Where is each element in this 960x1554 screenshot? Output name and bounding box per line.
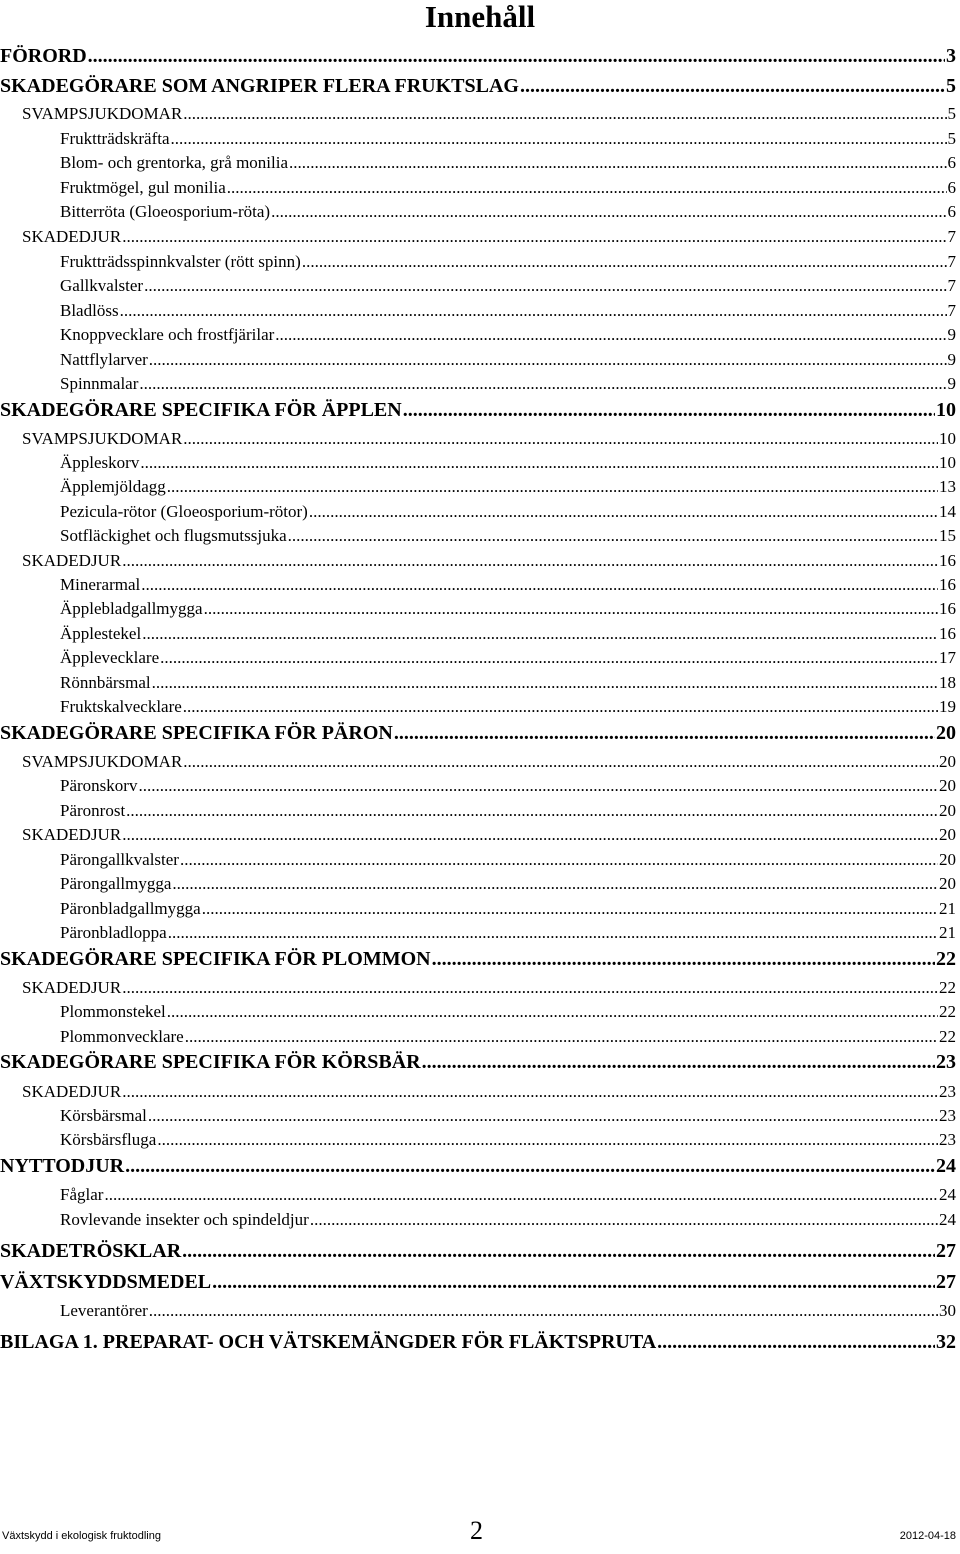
toc-entry[interactable] [60,301,956,321]
toc-entry[interactable] [60,1002,956,1022]
toc-dot-leader [141,575,938,595]
toc-entry[interactable] [0,399,956,422]
toc-dot-leader [182,1240,935,1263]
toc-entry-label: Pärongallmygga [60,874,172,893]
toc-entry-label: SKADEGÖRARE SPECIFIKA FÖR KÖRSBÄR [0,1051,421,1073]
toc-entry[interactable] [0,722,956,745]
toc-dot-leader [520,75,945,98]
toc-entry[interactable] [60,624,956,644]
toc-entry-page: 20 [939,850,956,869]
toc-entry-label: Nattflylarver [60,350,148,369]
toc-entry-page: 20 [939,752,956,771]
toc-entry-page: 22 [936,948,956,970]
toc-dot-leader [126,801,938,821]
toc-entry-label: SVAMPSJUKDOMAR [22,752,183,771]
toc-entry-page: 9 [947,325,956,344]
toc-dot-leader [149,350,947,370]
toc-entry-page: 7 [947,227,956,246]
toc-entry-label: Äpplemjöldagg [60,477,166,496]
toc-entry[interactable] [60,1301,956,1321]
toc-entry[interactable] [22,825,956,845]
toc-dot-leader [167,477,938,497]
toc-entry[interactable] [22,752,956,772]
toc-dot-leader [183,752,938,772]
toc-entry-page: 15 [939,526,956,545]
toc-entry-label: Plommonstekel [60,1002,166,1021]
toc-entry-label: Körsbärsmal [60,1106,147,1125]
toc-entry-page: 14 [939,502,956,521]
toc-dot-leader [122,978,938,998]
toc-dot-leader [122,551,938,571]
toc-entry-page: 27 [936,1271,956,1293]
toc-entry[interactable] [60,129,956,149]
toc-entry-page: 23 [939,1082,956,1101]
toc-dot-leader [104,1185,938,1205]
toc-entry[interactable] [60,1027,956,1047]
toc-dot-leader [185,1027,938,1047]
toc-dot-leader [160,648,938,668]
page-title: Innehåll [424,0,536,34]
toc-entry-page: 20 [939,776,956,795]
toc-entry-page: 24 [939,1185,956,1204]
toc-dot-leader [403,399,935,422]
toc-entry-label: Bladlöss [60,301,119,320]
toc-entry-page: 16 [939,624,956,643]
toc-entry-page: 22 [939,1027,956,1046]
toc-entry-page: 17 [939,648,956,667]
toc-entry-label: SKADEGÖRARE SPECIFIKA FÖR PÄRON [0,722,393,744]
toc-entry[interactable] [60,202,956,222]
toc-entry-label: Päronrost [60,801,126,820]
toc-entry-label: SKADEGÖRARE SOM ANGRIPER FLERA FRUKTSLAG [0,75,519,97]
toc-entry[interactable] [60,850,956,870]
toc-entry-label: SKADEDJUR [22,825,122,844]
toc-entry-label: SKADETRÖSKLAR [0,1240,182,1262]
toc-entry-label: Päronbladloppa [60,923,167,942]
toc-entry[interactable] [60,801,956,821]
toc-entry-page: 21 [939,923,956,942]
toc-entry[interactable] [60,874,956,894]
toc-dot-leader [148,1106,938,1126]
toc-entry[interactable] [60,776,956,796]
toc-dot-leader [202,899,938,919]
toc-dot-leader [289,153,946,173]
toc-entry-label: Körsbärsfluga [60,1130,157,1149]
toc-entry[interactable] [60,1130,956,1150]
toc-entry-page: 24 [936,1155,956,1177]
toc-entry-page: 5 [946,75,956,97]
toc-entry[interactable] [60,697,956,717]
toc-entry-label: Fåglar [60,1185,104,1204]
toc-entry-page: 5 [947,104,956,123]
toc-entry[interactable] [60,899,956,919]
toc-dot-leader [183,429,938,449]
toc-dot-leader [171,129,947,149]
toc-dot-leader [122,227,946,247]
toc-dot-leader [204,599,938,619]
toc-entry-page: 6 [947,153,956,172]
toc-entry[interactable] [22,104,956,124]
toc-dot-leader [288,526,938,546]
toc-entry-label: Pezicula-rötor (Gloeosporium-rötor) [60,502,308,521]
toc-entry[interactable] [60,350,956,370]
toc-entry-page: 16 [939,575,956,594]
toc-entry-label: Äpplevecklare [60,648,160,667]
toc-entry-label: SVAMPSJUKDOMAR [22,104,183,123]
toc-entry-label: NYTTODJUR [0,1155,125,1177]
toc-entry-label: VÄXTSKYDDSMEDEL [0,1271,212,1293]
toc-entry-page: 16 [939,551,956,570]
toc-entry[interactable] [60,648,956,668]
toc-entry-label: Fruktmögel, gul monilia [60,178,226,197]
footer-date: 2012-04-18 [899,1530,956,1542]
toc-entry-label: Spinnmalar [60,374,139,393]
toc-entry-page: 18 [939,673,956,692]
toc-entry-label: SVAMPSJUKDOMAR [22,429,183,448]
toc-dot-leader [183,104,946,124]
toc-entry-page: 7 [947,252,956,271]
toc-entry[interactable] [0,1240,956,1263]
toc-entry[interactable] [0,1051,956,1074]
toc-entry-page: 7 [947,301,956,320]
toc-entry-label: Leverantörer [60,1301,148,1320]
toc-entry[interactable] [60,252,956,272]
toc-dot-leader [310,1210,938,1230]
toc-entry-label: SKADEDJUR [22,227,122,246]
toc-entry[interactable] [22,227,956,247]
toc-entry-page: 23 [939,1130,956,1149]
toc-entry-label: SKADEDJUR [22,978,122,997]
toc-entry[interactable] [60,502,956,522]
toc-entry-page: 6 [947,202,956,221]
toc-entry-page: 16 [939,599,956,618]
toc-dot-leader [172,874,938,894]
toc-dot-leader [422,1051,935,1074]
toc-entry-label: Minerarmal [60,575,141,594]
toc-entry-page: 27 [936,1240,956,1262]
toc-entry-label: SKADEGÖRARE SPECIFIKA FÖR ÄPPLEN [0,399,402,421]
toc-entry-page: 10 [939,453,956,472]
toc-entry-page: 20 [939,874,956,893]
footer-document-title: Växtskydd i ekologisk fruktodling [2,1530,161,1542]
toc-entry[interactable] [22,551,956,571]
toc-entry-page: 23 [936,1051,956,1073]
toc-dot-leader [142,624,938,644]
toc-entry-page: 6 [947,178,956,197]
toc-dot-leader [144,276,946,296]
toc-entry-label: SKADEDJUR [22,1082,122,1101]
toc-entry[interactable] [22,429,956,449]
toc-entry-page: 23 [939,1106,956,1125]
footer-page-number: 2 [470,1516,483,1545]
toc-entry-page: 30 [939,1301,956,1320]
toc-entry-page: 7 [947,276,956,295]
toc-entry-page: 13 [939,477,956,496]
toc-entry[interactable] [60,923,956,943]
toc-entry-page: 24 [939,1210,956,1229]
toc-dot-leader [138,776,938,796]
toc-dot-leader [120,301,947,321]
toc-entry-label: BILAGA 1. PREPARAT- OCH VÄTSKEMÄNGDER FÖR FLÄKTSPRUTA [0,1331,657,1353]
toc-entry-page: 32 [936,1331,956,1353]
toc-entry[interactable] [60,1185,956,1205]
toc-dot-leader [152,673,938,693]
toc-entry-label: Äpplestekel [60,624,142,643]
toc-entry-label: Plommonvecklare [60,1027,184,1046]
toc-entry-page: 10 [939,429,956,448]
toc-entry[interactable] [60,153,956,173]
toc-entry[interactable] [60,178,956,198]
toc-dot-leader [275,325,946,345]
toc-dot-leader [432,948,935,971]
toc-entry-page: 5 [947,129,956,148]
toc-dot-leader [302,252,947,272]
page-footer [0,1518,956,1554]
toc-dot-leader [122,1082,938,1102]
toc-entry[interactable] [0,1271,956,1294]
toc-entry-label: Blom- och grentorka, grå monilia [60,153,289,172]
toc-entry[interactable] [60,276,956,296]
toc-entry-label: Rönnbärsmal [60,673,151,692]
toc-entry-page: 22 [939,978,956,997]
toc-dot-leader [227,178,947,198]
toc-entry-label: Äppleskorv [60,453,140,472]
toc-entry[interactable] [0,948,956,971]
toc-entry[interactable] [60,325,956,345]
toc-entry[interactable] [60,453,956,473]
toc-dot-leader [271,202,946,222]
toc-entry[interactable] [60,1106,956,1126]
toc-entry[interactable] [0,75,956,98]
toc-entry-page: 10 [936,399,956,421]
toc-entry[interactable] [22,1082,956,1102]
toc-entry-label: Rovlevande insekter och spindeldjur [60,1210,309,1229]
toc-entry-label: Fruktskalvecklare [60,697,182,716]
toc-entry-label: SKADEGÖRARE SPECIFIKA FÖR PLOMMON [0,948,431,970]
toc-dot-leader [167,1002,938,1022]
toc-dot-leader [309,502,938,522]
toc-entry-label: FÖRORD [0,45,87,67]
toc-dot-leader [140,453,938,473]
toc-entry-label: Päronskorv [60,776,138,795]
toc-entry[interactable] [0,45,956,68]
toc-dot-leader [394,722,935,745]
toc-entry-label: SKADEDJUR [22,551,122,570]
toc-entry-label: Knoppvecklare och frostfjärilar [60,325,275,344]
toc-entry-label: Sotfläckighet och flugsmutssjuka [60,526,287,545]
toc-entry-page: 9 [947,350,956,369]
toc-dot-leader [212,1271,935,1294]
toc-entry-label: Bitterröta (Gloeosporium-röta) [60,202,271,221]
toc-dot-leader [122,825,938,845]
toc-dot-leader [657,1331,935,1354]
toc-entry[interactable] [0,1331,956,1354]
toc-entry-label: Päronbladgallmygga [60,899,201,918]
toc-dot-leader [139,374,946,394]
toc-dot-leader [183,697,938,717]
toc-dot-leader [88,45,945,68]
toc-entry[interactable] [22,978,956,998]
toc-dot-leader [149,1301,938,1321]
toc-entry[interactable] [60,599,956,619]
toc-entry-page: 20 [939,801,956,820]
toc-entry-page: 21 [939,899,956,918]
toc-entry[interactable] [60,526,956,546]
toc-entry-page: 19 [939,697,956,716]
toc-entry-page: 3 [946,45,956,67]
toc-dot-leader [157,1130,938,1150]
toc-entry[interactable] [0,1155,956,1178]
toc-entry-label: Gallkvalster [60,276,144,295]
toc-entry-label: Fruktträdskräfta [60,129,170,148]
toc-entry[interactable] [60,1210,956,1230]
toc-dot-leader [168,923,938,943]
toc-entry-label: Pärongallkvalster [60,850,179,869]
toc-dot-leader [180,850,938,870]
toc-entry-page: 9 [947,374,956,393]
toc-entry-page: 22 [939,1002,956,1021]
toc-entry-page: 20 [939,825,956,844]
toc-entry[interactable] [60,575,956,595]
toc-entry[interactable] [60,673,956,693]
toc-entry[interactable] [60,374,956,394]
toc-entry[interactable] [60,477,956,497]
toc-entry-label: Äpplebladgallmygga [60,599,203,618]
toc-entry-page: 20 [936,722,956,744]
toc-entry-label: Fruktträdsspinnkvalster (rött spinn) [60,252,301,271]
toc-dot-leader [125,1155,935,1178]
